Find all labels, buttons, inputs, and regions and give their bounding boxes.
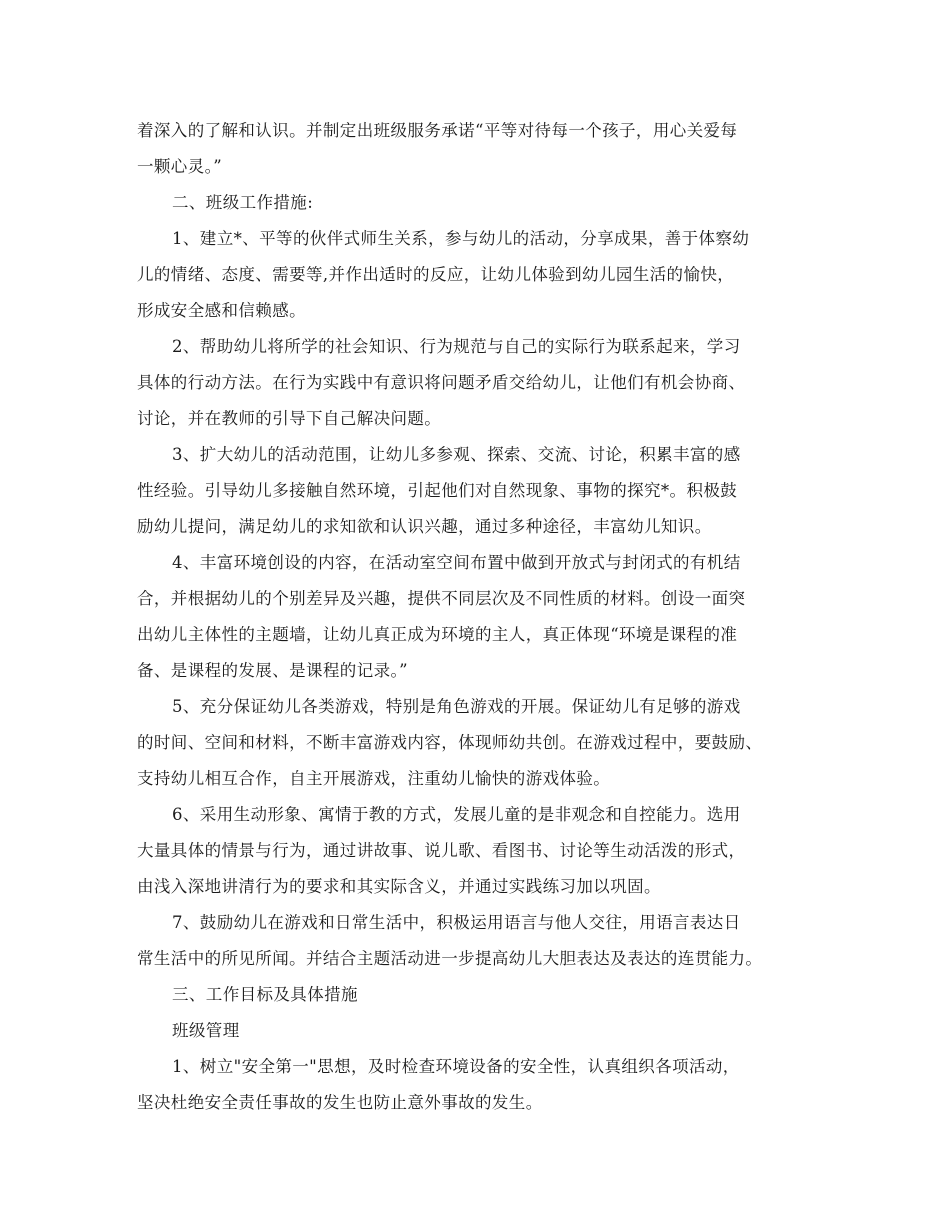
text-line: 三、工作目标及具体措施	[172, 985, 358, 1004]
text-line: 5、充分保证幼儿各类游戏，特别是角色游戏的开展。保证幼儿有足够的游戏	[172, 697, 741, 716]
text-line: 性经验。引导幼儿多接触自然环境，引起他们对自然现象、事物的探究*。积极鼓	[137, 481, 738, 500]
text-line: 班级管理	[172, 1021, 240, 1040]
text-line: 支持幼儿相互合作，自主开展游戏，注重幼儿愉快的游戏体验。	[137, 769, 611, 788]
text-line: 备、是课程的发展、是课程的记录。”	[137, 661, 408, 680]
document-body	[137, 113, 827, 1121]
text-line: 常生活中的所见所闻。并结合主题活动进一步提高幼儿大胆表达及表达的连贯能力。	[137, 949, 763, 968]
text-line: 4、丰富环境创设的内容，在活动室空间布置中做到开放式与封闭式的有机结	[172, 553, 741, 572]
text-line: 7、鼓励幼儿在游戏和日常生活中，积极运用语言与他人交往，用语言表达日	[172, 913, 741, 932]
text-line: 大量具体的情景与行为，通过讲故事、说儿歌、看图书、讨论等生动活泼的形式，	[137, 841, 746, 860]
text-line: 着深入的了解和认识。并制定出班级服务承诺“平等对待每一个孩子，用心关爱每	[137, 121, 738, 140]
text-line: 励幼儿提问，满足幼儿的求知欲和认识兴趣，通过多种途径，丰富幼儿知识。	[137, 517, 712, 536]
text-line: 儿的情绪、态度、需要等,并作出适时的反应，让幼儿体验到幼儿园生活的愉快，	[137, 265, 735, 284]
text-line: 坚决杜绝安全责任事故的发生也防止意外事故的发生。	[137, 1093, 543, 1112]
text-line: 具体的行动方法。在行为实践中有意识将问题矛盾交给幼儿，让他们有机会协商、	[137, 373, 746, 392]
text-line: 6、采用生动形象、寓情于教的方式，发展儿童的是非观念和自控能力。选用	[172, 805, 741, 824]
text-line: 二、班级工作措施:	[172, 193, 314, 212]
text-line: 合，并根据幼儿的个别差异及兴趣，提供不同层次及不同性质的材料。创设一面突	[137, 589, 746, 608]
text-line: 1、树立"安全第一"思想，及时检查环境设备的安全性，认真组织各项活动，	[172, 1057, 740, 1076]
text-line: 讨论，并在教师的引导下自己解决问题。	[137, 409, 442, 428]
text-line: 3、扩大幼儿的活动范围，让幼儿多参观、探索、交流、讨论，积累丰富的感	[172, 445, 741, 464]
text-line: 1、建立*、平等的伙伴式师生关系，参与幼儿的活动，分享成果，善于体察幼	[172, 229, 750, 248]
text-line: 一颗心灵。”	[137, 157, 223, 176]
text-line: 的时间、空间和材料，不断丰富游戏内容，体现师幼共创。在游戏过程中，要鼓励、	[137, 733, 763, 752]
text-line: 形成安全感和信赖感。	[137, 301, 306, 320]
text-line: 2、帮助幼儿将所学的社会知识、行为规范与自己的实际行为联系起来，学习	[172, 337, 741, 356]
text-line: 由浅入深地讲清行为的要求和其实际含义，并通过实践练习加以巩固。	[137, 877, 661, 896]
text-line: 出幼儿主体性的主题墙，让幼儿真正成为环境的主人，真正体现“环境是课程的准	[137, 625, 738, 644]
